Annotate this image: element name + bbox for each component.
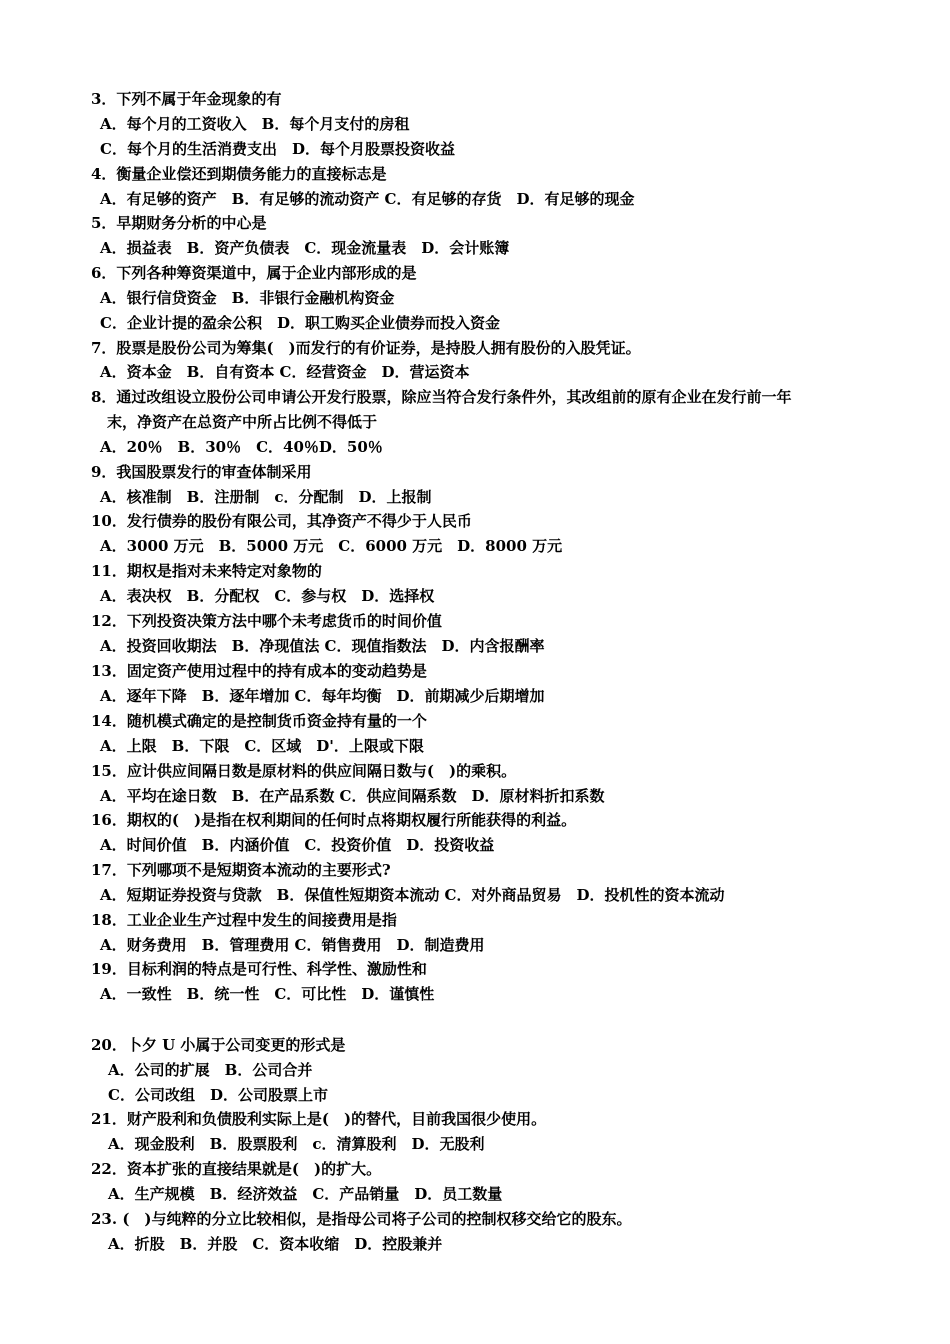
options-17: A．短期证券投资与贷款 B．保值性短期资本流动 C．对外商品贸易 D．投机性的资本流动 — [100, 886, 725, 904]
question-17: 17．下列哪项不是短期资本流动的主要形式? — [91, 861, 391, 879]
options-22: A．生产规模 B．经济效益 C．产品销量 D．员工数量 — [108, 1185, 503, 1203]
options-21: A．现金股利 B．股票股利 c．清算股利 D．无股利 — [108, 1135, 485, 1153]
question-8-cont: 末，净资产在总资产中所占比例不得低于 — [107, 413, 378, 431]
question-23: 23. ( )与纯粹的分立比较相似，是指母公司将子公司的控制权移交给它的股东。 — [91, 1210, 632, 1228]
options-18: A．财务费用 B．管理费用 C．销售费用 D．制造费用 — [100, 936, 485, 954]
question-6: 6．下列各种筹资渠道中，属于企业内部形成的是 — [91, 264, 417, 282]
question-19: 19．目标利润的特点是可行性、科学性、激励性和 — [91, 960, 427, 978]
options-20a: A．公司的扩展 B．公司合并 — [108, 1061, 313, 1079]
question-11: 11．期权是指对未来特定对象物的 — [91, 562, 322, 580]
question-5: 5．早期财务分析的中心是 — [91, 214, 267, 232]
question-3: 3．下列不属于年金现象的有 — [91, 90, 282, 108]
question-10: 10．发行债券的股份有限公司，其净资产不得少于人民币 — [91, 512, 472, 530]
question-9: 9．我国股票发行的审查体制采用 — [91, 463, 312, 481]
options-6b: C．企业计提的盈余公积 D．职工购买企业债券而投入资金 — [100, 314, 500, 332]
options-13: A．逐年下降 B．逐年增加 C．每年均衡 D．前期减少后期增加 — [100, 687, 545, 705]
question-18: 18．工业企业生产过程中发生的间接费用是指 — [91, 911, 397, 929]
options-16: A．时间价值 B．内涵价值 C．投资价值 D．投资收益 — [100, 836, 495, 854]
question-7: 7．股票是股份公司为筹集( )而发行的有价证券，是持股人拥有股份的入股凭证。 — [91, 339, 641, 357]
question-4: 4．衡量企业偿还到期债务能力的直接标志是 — [91, 165, 387, 183]
options-9: A．核准制 B．注册制 c．分配制 D．上报制 — [100, 488, 432, 506]
question-21: 21．财产股利和负债股利实际上是( )的替代，目前我国很少使用。 — [91, 1110, 547, 1128]
options-6a: A．银行信贷资金 B．非银行金融机构资金 — [100, 289, 395, 307]
options-14: A．上限 B．下限 C．区域 D'．上限或下限 — [100, 737, 424, 755]
options-8: A．20％ B．30％ C．40％D．50％ — [100, 438, 383, 456]
options-7: A．资本金 B．自有资本 C．经营资金 D．营运资本 — [100, 363, 470, 381]
options-10: A．3000 万元 B．5000 万元 C．6000 万元 D．8000 万元 — [100, 537, 563, 555]
options-23: A．折股 B．并股 C．资本收缩 D．控股兼并 — [108, 1235, 443, 1253]
options-5: A．损益表 B．资产负债表 C．现金流量表 D．会计账簿 — [100, 239, 510, 257]
options-20b: C．公司改组 D．公司股票上市 — [108, 1086, 328, 1104]
question-13: 13．固定资产使用过程中的持有成本的变动趋势是 — [91, 662, 427, 680]
options-15: A．平均在途日数 B．在产品系数 C．供应间隔系数 D．原材料折扣系数 — [100, 787, 605, 805]
options-3b: C．每个月的生活消费支出 D．每个月股票投资收益 — [100, 140, 455, 158]
options-3a: A．每个月的工资收入 B．每个月支付的房租 — [100, 115, 410, 133]
options-4: A．有足够的资产 B．有足够的流动资产 C．有足够的存货 D．有足够的现金 — [100, 190, 635, 208]
question-20: 20．卜夕 U 小属于公司变更的形式是 — [91, 1036, 346, 1054]
options-12: A．投资回收期法 B．净现值法 C．现值指数法 D．内含报酬率 — [100, 637, 545, 655]
question-16: 16．期权的( )是指在权利期间的任何时点将期权履行所能获得的利益。 — [91, 811, 577, 829]
options-11: A．表决权 B．分配权 C．参与权 D．选择权 — [100, 587, 435, 605]
options-19: A．一致性 B．统一性 C．可比性 D．谨慎性 — [100, 985, 435, 1003]
question-12: 12．下列投资决策方法中哪个未考虑货币的时间价值 — [91, 612, 442, 630]
question-22: 22．资本扩张的直接结果就是( )的扩大。 — [91, 1160, 382, 1178]
question-8: 8．通过改组设立股份公司申请公开发行股票，除应当符合发行条件外，其改组前的原有企业在发行前一年 — [91, 388, 792, 406]
question-15: 15．应计供应间隔日数是原材料的供应间隔日数与( )的乘积。 — [91, 762, 517, 780]
question-14: 14．随机模式确定的是控制货币资金持有量的一个 — [91, 712, 427, 730]
